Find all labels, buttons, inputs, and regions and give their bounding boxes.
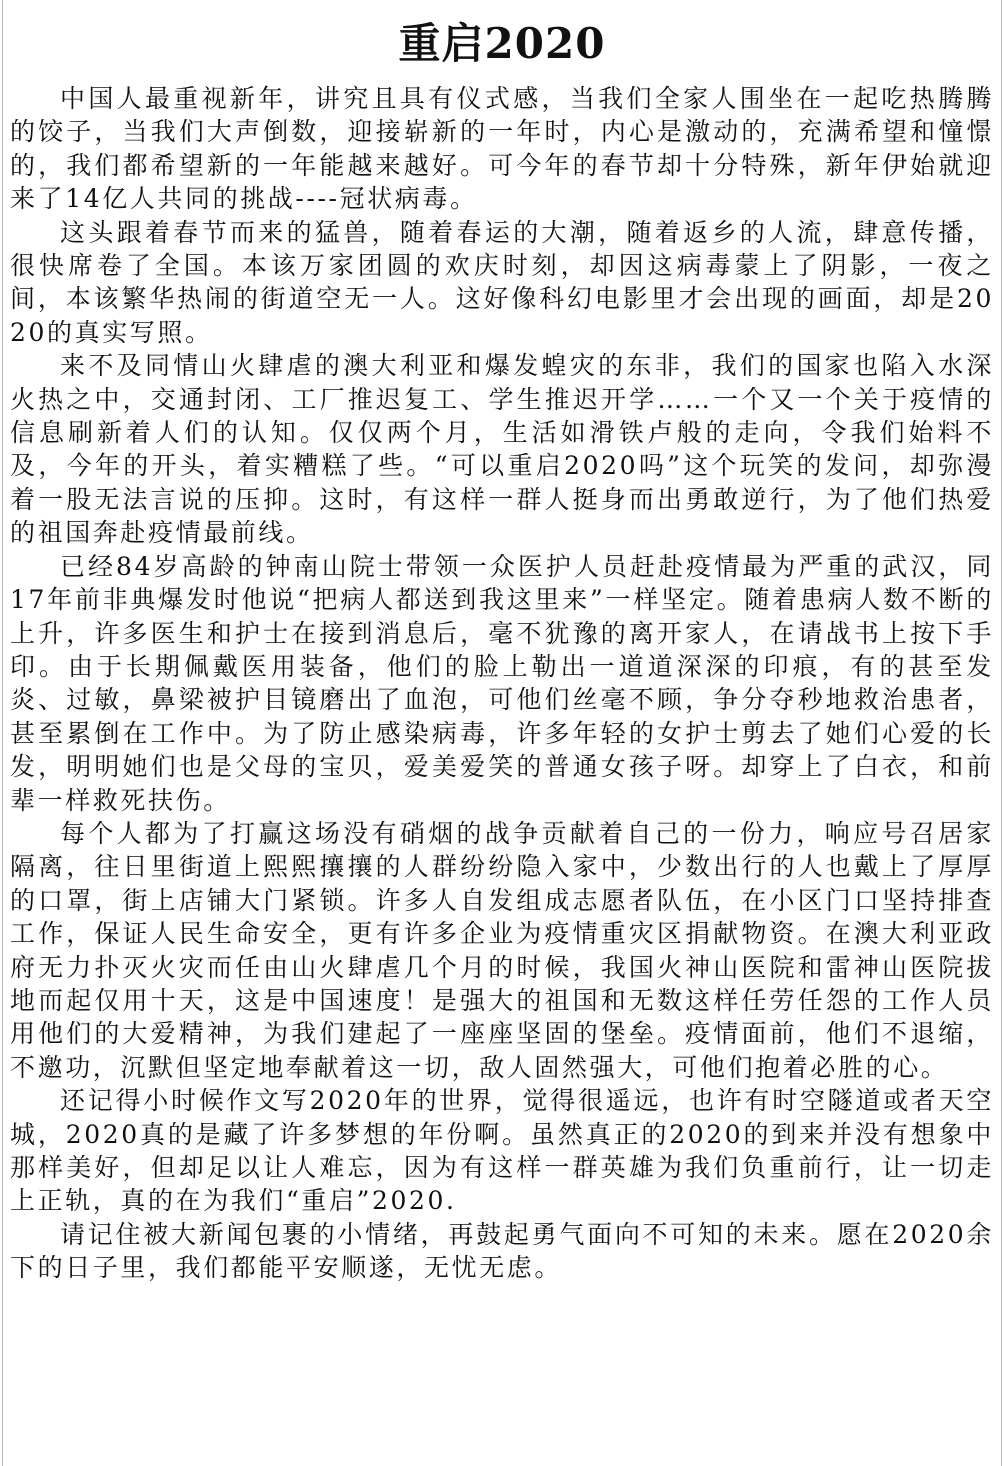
paragraph-2: 这头跟着春节而来的猛兽，随着春运的大潮，随着返乡的人流，肆意传播，很快席卷了全国。本该万家团圆的欢庆时刻，却因这病毒蒙上了阴影，一夜之间，本该繁华热闹的街道空无一人。这好像科幻电影里才会出现的画面，却是2020的真实写照。: [10, 217, 994, 347]
paragraph-4: 已经84岁高龄的钟南山院士带领一众医护人员赶赴疫情最为严重的武汉，同17年前非典爆发时他说“把病人都送到我这里来”一样坚定。随着患病人数不断的上升，许多医生和护士在接到消息后，毫不犹豫的离开家人，在请战书上按下手印。由于长期佩戴医用装备，他们的脸上勒出一道道深深的印痕，有的甚至发炎、过敏，鼻梁被护目镜磨出了血泡，可他们丝毫不顾，争分夺秒地救治患者，甚至累倒在工作中。为了防止感染病毒，许多年轻的女护士剪去了她们心爱的长发，明明她们也是父母的宝贝，爱美爱笑的普通女孩子呀。却穿上了白衣，和前辈一样救死扶伤。: [10, 551, 994, 815]
document-body: [10, 82, 994, 1285]
paragraph-3: 来不及同情山火肆虐的澳大利亚和爆发蝗灾的东非，我们的国家也陷入水深火热之中，交通封闭、工厂推迟复工、学生推迟开学……一个又一个关于疫情的信息刷新着人们的认知。仅仅两个月，生活如滑铁卢般的走向，令我们始料不及，今年的开头，着实糟糕了些。“可以重启2020吗”这个玩笑的发问，却弥漫着一股无法言说的压抑。这时，有这样一群人挺身而出勇敢逆行，为了他们热爱的祖国奔赴疫情最前线。: [10, 351, 994, 548]
paragraph-1: 中国人最重视新年，讲究且具有仪式感，当我们全家人围坐在一起吃热腾腾的饺子，当我们大声倒数，迎接崭新的一年时，内心是激动的，充满希望和憧憬的，我们都希望新的一年能越来越好。可今年的春节却十分特殊，新年伊始就迎来了14亿人共同的挑战----冠状病毒。: [10, 84, 994, 214]
paragraph-6: 还记得小时候作文写2020年的世界，觉得很遥远，也许有时空隧道或者天空城，2020真的是藏了许多梦想的年份啊。虽然真正的2020的到来并没有想象中那样美好，但却足以让人难忘，因为有这样一群英雄为我们负重前行，让一切走上正轨，真的在为我们“重启”2020.: [10, 1086, 994, 1216]
paragraph-5: 每个人都为了打赢这场没有硝烟的战争贡献着自己的一份力，响应号召居家隔离，往日里街道上熙熙攘攘的人群纷纷隐入家中，少数出行的人也戴上了厚厚的口罩，街上店铺大门紧锁。许多人自发组成志愿者队伍，在小区门口坚持排查工作，保证人民生命安全，更有许多企业为疫情重灾区捐献物资。在澳大利亚政府无力扑灭火灾而任由山火肆虐几个月的时候，我国火神山医院和雷神山医院拔地而起仅用十天，这是中国速度！是强大的祖国和无数这样任劳任怨的工作人员用他们的大爱精神，为我们建起了一座座坚固的堡垒。疫情面前，他们不退缩，不邀功，沉默但坚定地奉献着这一切，敌人固然强大，可他们抱着必胜的心。: [10, 818, 994, 1082]
page-edge-right: [1001, 0, 1002, 1466]
page-edge-left: [2, 0, 3, 1466]
paragraph-7: 请记住被大新闻包裹的小情绪，再鼓起勇气面向不可知的未来。愿在2020余下的日子里，我们都能平安顺遂，无忧无虑。: [10, 1219, 994, 1283]
document-title: 重启2020: [398, 19, 606, 68]
